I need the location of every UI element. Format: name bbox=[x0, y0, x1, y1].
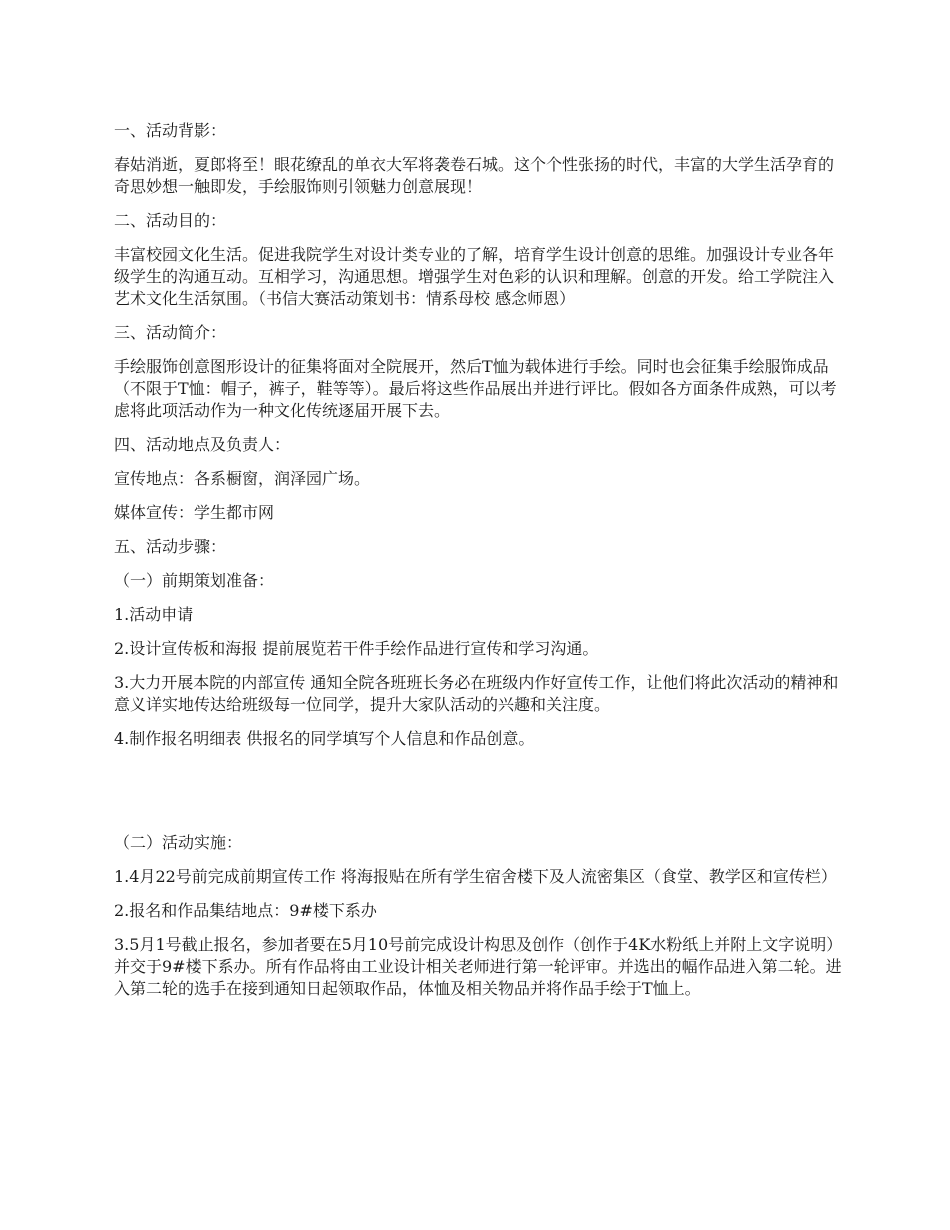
paragraph-media: 媒体宣传：学生都市网 bbox=[114, 503, 275, 522]
step-promo-deadline: 1.4月22号前完成前期宣传工作 将海报贴在所有学生宿舍楼下及人流密集区（食堂、教学区和宣传栏） bbox=[114, 867, 837, 886]
step-application: 1.活动申请 bbox=[114, 605, 194, 624]
subheading-implementation: （二）活动实施： bbox=[114, 833, 243, 852]
heading-purpose: 二、活动目的： bbox=[114, 211, 227, 230]
paragraph-purpose: 丰富校园文化生活。促进我院学生对设计类专业的了解，培育学生设计创意的思维。加强设计专业各年级学生的沟通互动。互相学习，沟通思想。增强学生对色彩的认识和理解。创意的开发。给工学院注入艺术文化生活氛围。（书信大赛活动策划书：情系母校 感念师恩） bbox=[114, 245, 835, 308]
heading-background: 一、活动背影： bbox=[114, 121, 227, 140]
section-gap bbox=[114, 762, 844, 832]
subheading-preparation: （一）前期策划准备： bbox=[114, 571, 275, 590]
paragraph-intro: 手绘服饰创意图形设计的征集将面对全院展开，然后T恤为载体进行手绘。同时也会征集手绘服饰成品（不限于T恤：帽子，裤子，鞋等等）。最后将这些作品展出并进行评比。假如各方面条件成熟，可以考虑将此项活动作为一种文化传统逐届开展下去。 bbox=[114, 357, 837, 420]
step-collection-point: 2.报名和作品集结地点：9#楼下系办 bbox=[114, 901, 377, 920]
step-registration-deadline: 3.5月1号截止报名，参加者要在5月10号前完成设计构思及创作（创作于4K水粉纸上并附上文字说明）并交于9#楼下系办。所有作品将由工业设计相关老师进行第一轮评审。并选出的幅作品进入第二轮。进入第二轮的选手在接到通知日起领取作品，体恤及相关物品并将作品手绘于T恤上。 bbox=[114, 935, 843, 998]
heading-intro: 三、活动简介： bbox=[114, 323, 227, 342]
heading-steps: 五、活动步骤： bbox=[114, 537, 227, 556]
heading-location: 四、活动地点及负责人： bbox=[114, 435, 291, 454]
document-page bbox=[114, 120, 844, 1012]
paragraph-promo-location: 宣传地点：各系橱窗，润泽园广场。 bbox=[114, 469, 371, 488]
step-posters: 2.设计宣传板和海报 提前展览若干件手绘作品进行宣传和学习沟通。 bbox=[114, 639, 599, 658]
paragraph-background: 春姑消逝，夏郎将至！眼花缭乱的单衣大军将袭卷石城。这个个性张扬的时代，丰富的大学生活孕育的奇思妙想一触即发，手绘服饰则引领魅力创意展现！ bbox=[114, 155, 835, 196]
step-internal-promo: 3.大力开展本院的内部宣传 通知全院各班班长务必在班级内作好宣传工作，让他们将此次活动的精神和意义详实地传达给班级每一位同学，提升大家队活动的兴趣和关注度。 bbox=[114, 673, 839, 714]
step-signup-form: 4.制作报名明细表 供报名的同学填写个人信息和作品创意。 bbox=[114, 729, 535, 748]
